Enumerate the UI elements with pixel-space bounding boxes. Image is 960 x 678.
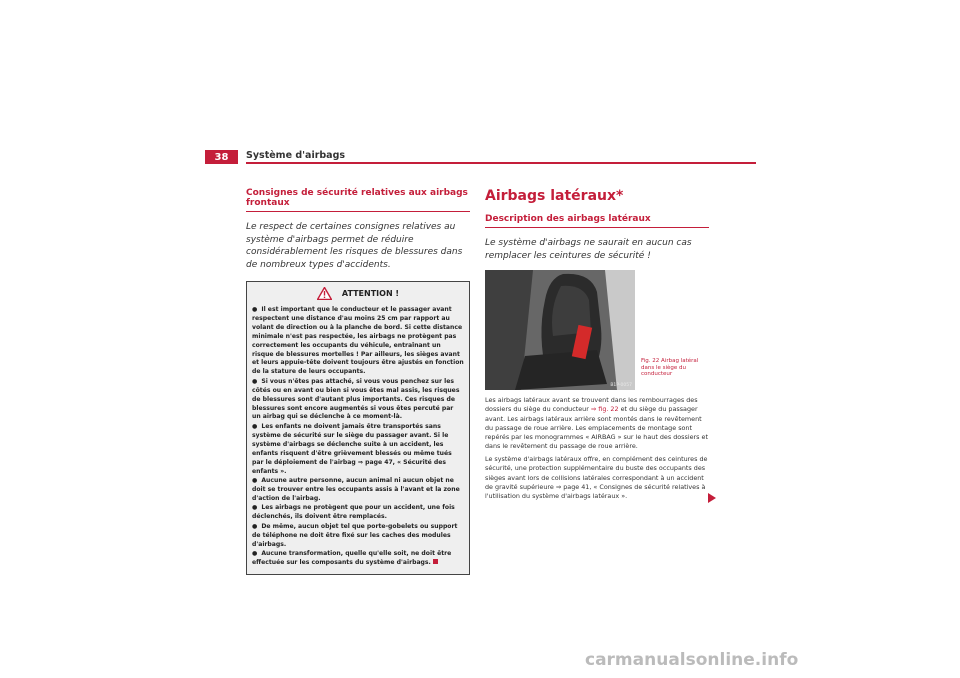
warning-item-text: Si vous n'êtes pas attaché, si vous vous penchez sur les côtés ou en avant ou bien si vous êtes mal assis, les risques de blessures sont d'autant plus importants. Ces risques de blessures sont encore augmentés si vous êtes percuté par un airbag qui se déclenche à ce moment-là.	[252, 377, 460, 421]
warning-item-text: De même, aucun objet tel que porte-gobelets ou support de téléphone ne doit être fixé sur les caches des modules d'airbags.	[252, 522, 458, 548]
figure-caption: Fig. 22 Airbag latéral dans le siège du conducteur	[641, 358, 699, 378]
warning-item	[252, 378, 464, 423]
section-title-side-airbags: Description des airbags latéraux	[485, 214, 709, 228]
figure	[485, 270, 709, 390]
right-column	[485, 188, 709, 505]
seat-airbag-photo	[485, 270, 635, 390]
end-of-section-icon	[433, 559, 438, 564]
bullet-icon: ●	[252, 377, 258, 385]
warning-item-text: Aucune transformation, quelle qu'elle soit, ne doit être effectuée sur les composants du système d'airbags.	[252, 550, 452, 566]
warning-item-text: Les enfants ne doivent jamais être transportés sans système de sécurité sur le siège du passager avant. Si le système d'airbags se déclenche suite à un accident, les enfants risquent d'être grièvement blessés ou même tués par le déploiement de l'airbag ⇒ page 47, « Sécurité des enfants ».	[252, 422, 452, 475]
body-text	[485, 396, 709, 501]
warning-item	[252, 306, 464, 377]
warning-triangle-icon	[317, 287, 332, 300]
bullet-icon: ●	[252, 306, 258, 313]
page-number: 38	[205, 150, 238, 164]
paragraph: Le système d'airbags latéraux offre, en complément des ceintures de sécurité, une protection supplémentaire du buste des occupants des sièges avant lors de collisions latérales correspondant à un accident de gravité supérieure ⇒ page 41, « Consignes de sécurité relatives à l'utilisation du système d'airbags latéraux ».	[485, 454, 708, 501]
warning-title: ATTENTION !	[341, 289, 400, 298]
warning-item-text: Aucune autre personne, aucun animal ni aucun objet ne doit se trouver entre les occupants assis à l'avant et la zone d'action de l'airbag.	[252, 477, 460, 502]
warning-item	[252, 477, 464, 504]
warning-item	[252, 504, 464, 522]
warning-item	[252, 550, 464, 568]
warning-box	[246, 281, 470, 575]
lead-text-left: Le respect de certaines consignes relatives au système d'airbags permet de réduire considérablement les risques de blessures dans de nombreux types d'accidents.	[246, 222, 463, 270]
paragraph-text: Les airbags latéraux avant se trouvent dans les rembourrages des dossiers du siège du conducteur	[485, 396, 698, 414]
bullet-icon: ●	[252, 504, 258, 512]
paragraph	[485, 396, 709, 452]
warning-header	[252, 287, 464, 300]
figure-code: B1P-0057	[610, 383, 632, 388]
lead-text-right: Le système d'airbags ne saurait en aucun cas remplacer les ceintures de sécurité !	[485, 238, 692, 261]
warning-item-text: Il est important que le conducteur et le passager avant respectent une distance d'au moins 25 cm par rapport au volant de direction ou à la planche de bord. Si cette distance minimale n'est pas respectée, les airbags ne protègent pas correctement les occupants du véhicule, entraînant un risque de blessures mortelles ! Par ailleurs, les sièges avant et leurs appuie-tête doivent toujours être ajustés en fonction de la stature de leurs occupants.	[252, 306, 464, 376]
figure-link[interactable]: ⇒ fig. 22	[590, 405, 619, 414]
warning-item	[252, 423, 464, 476]
left-column	[246, 188, 470, 575]
continue-arrow-icon	[708, 488, 716, 507]
paragraph-text: et du siège du passager avant. Les airbags latéraux arrière sont montés dans le revêtement du passage de roue arrière. Les emplacements de montage sont repérés par les monogrammes « AIRBAG » sur le haut des dossiers et dans le revêtement du passage de roue arrière.	[485, 405, 708, 451]
bullet-icon: ●	[252, 522, 258, 530]
bullet-icon: ●	[252, 477, 258, 484]
bullet-icon: ●	[252, 550, 258, 558]
page-header-title: Système d'airbags	[246, 150, 346, 161]
watermark: carmanualsonline.info	[585, 650, 799, 670]
warning-item	[252, 523, 464, 550]
bullet-icon: ●	[252, 422, 258, 430]
section-title-frontal-airbags: Consignes de sécurité relatives aux airbags frontaux	[246, 188, 470, 212]
warning-item-text: Les airbags ne protègent que pour un accident, une fois déclenchés, ils doivent être remplacés.	[252, 504, 455, 521]
main-heading-side-airbags: Airbags latéraux*	[485, 188, 624, 204]
header-rule	[246, 162, 756, 164]
